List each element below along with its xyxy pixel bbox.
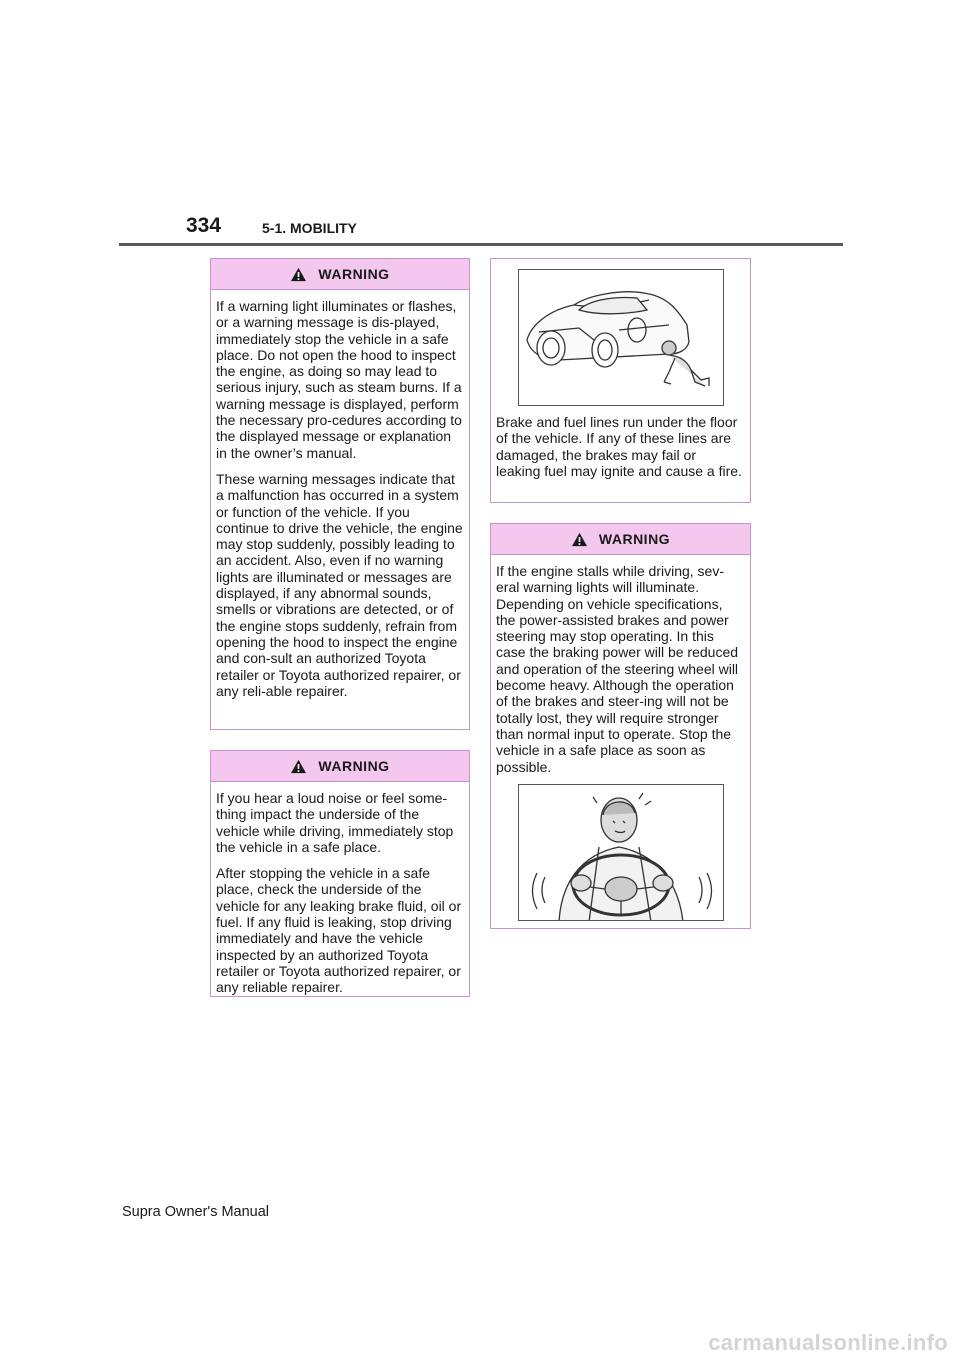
warning-triangle-icon [290,267,307,282]
warning-box-3 [490,523,751,929]
warning-label: WARNING [598,531,671,547]
car-underside-inspection-illustration [518,269,724,406]
driver-heavy-steering-illustration [518,784,724,921]
warning-2-paragraph-2: After stopping the vehicle in a safe place, check the underside of the vehicle for any leaking brake fluid, oil or fuel. If any fluid is leaking, stop driving immediately and have the vehicle inspected by an authorized Toyota retailer or Toyota authorized repairer, or any reliable repairer. [216,865,462,996]
warning-box-2 [210,750,470,997]
warning-box-1 [210,258,470,730]
warning-triangle-icon [571,532,588,547]
warning-header [211,259,469,290]
page-number: 334 [186,214,222,237]
footer-manual-title: Supra Owner's Manual [122,1204,270,1220]
warning-1-paragraph-2: These warning messages indicate that a malfunction has occurred in a system or function of the vehicle. If you continue to drive the vehicle, the engine may stop suddenly, possibly leading to an accident. Also, even if no warning lights are illuminated or messages are displayed, if any abnormal sounds, smells or vibrations are detected, or of the engine stops suddenly, refrain from opening the hood to inspect the engine and con-sult an authorized Toyota retailer or Toyota authorized repairer, or any reli-able repairer. [216,470,463,699]
warning-label: WARNING [318,266,390,282]
continued-paragraph: Brake and fuel lines run under the floor of the vehicle. If any of these lines are damaged, the brakes may fail or leaking fuel may ignite and cause a fire. [496,414,742,479]
warning-label: WARNING [318,758,390,774]
warning-header [491,524,750,555]
warning-box-continued [490,258,751,503]
watermark: carmanualsonline.info [708,1330,948,1355]
warning-3-paragraph: If the engine stalls while driving, sev-eral warning lights will illuminate. Depending on vehicle specifications, the power-assisted brakes and power steering may stop operating. In this case the braking power will be reduced and operation of the steering wheel will become heavy. Although the operation of the brakes and steer-ing will not be totally lost, they will require stronger than normal input to operate. Stop the vehicle in a safe place as soon as possible. [496,563,739,775]
warning-triangle-icon [290,759,307,774]
warning-header [211,751,469,782]
warning-1-paragraph-1: If a warning light illuminates or flashes, or a warning message is dis-played, immediately stop the vehicle in a safe place. Do not open the hood to inspect the engine, as doing so may lead to serious injury, such as steam burns. If a warning message is displayed, perform the necessary pro-cedures according to the displayed message or explanation in the owner’s manual. [216,298,462,461]
section-title: 5-1. MOBILITY [262,220,357,236]
warning-2-paragraph-1: If you hear a loud noise or feel some-thing impact the underside of the vehicle while driving, immediately stop the vehicle in a safe place. [216,790,454,855]
header-rule [119,243,843,246]
